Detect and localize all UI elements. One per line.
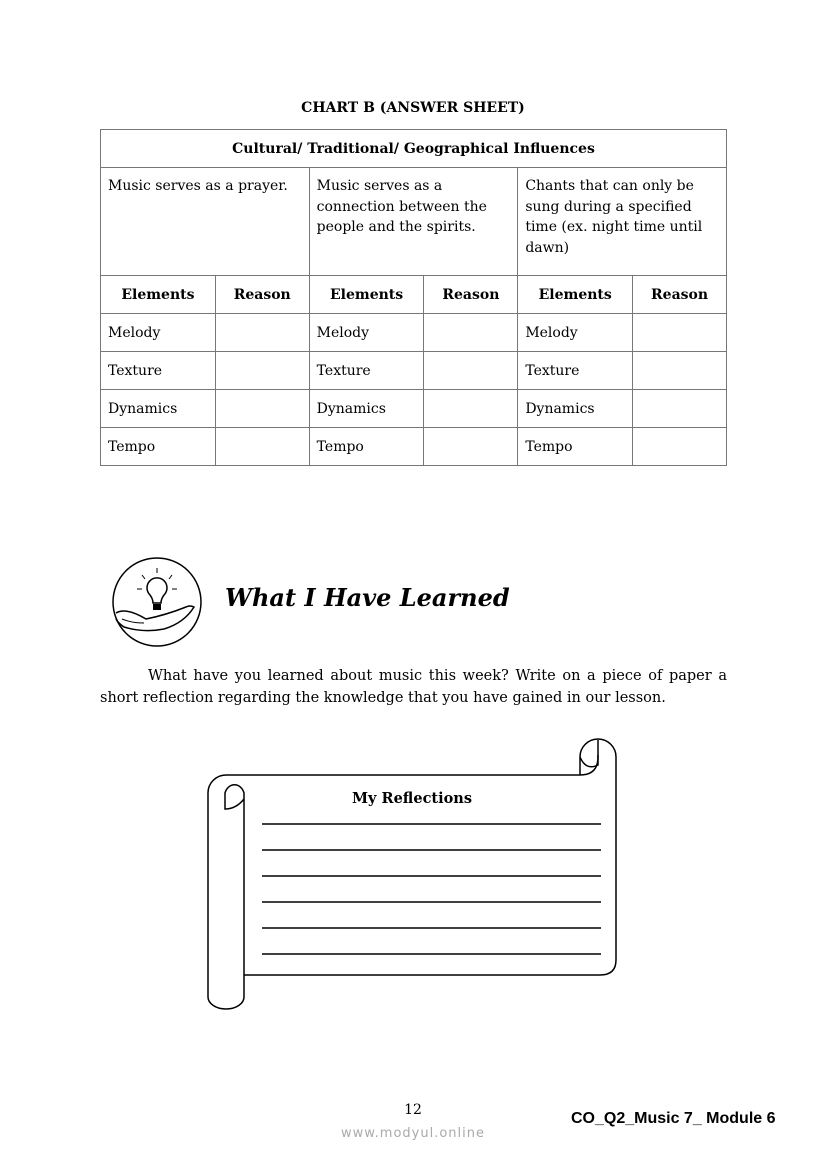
- element-cell: Melody: [518, 314, 633, 352]
- element-cell: Tempo: [518, 428, 633, 466]
- page-number: 12: [404, 1102, 422, 1118]
- reason-cell[interactable]: [424, 390, 518, 428]
- reason-cell[interactable]: [633, 390, 727, 428]
- reflection-scroll: [200, 735, 630, 1015]
- element-cell: Texture: [518, 352, 633, 390]
- element-cell: Tempo: [309, 428, 424, 466]
- element-cell: Melody: [309, 314, 424, 352]
- instructions-paragraph: What have you learned about music this week? Write on a piece of paper a short reflection regarding the knowledge that you have gained in our lesson.: [100, 668, 727, 706]
- reason-cell[interactable]: [215, 352, 309, 390]
- answer-table: [100, 129, 727, 466]
- reason-cell[interactable]: [633, 428, 727, 466]
- reason-cell[interactable]: [424, 428, 518, 466]
- chart-title: CHART B (ANSWER SHEET): [301, 100, 525, 116]
- reflection-title: My Reflections: [352, 790, 472, 807]
- lightbulb-hand-icon: [110, 555, 204, 649]
- description-cell: Music serves as a prayer.: [101, 168, 310, 276]
- column-header: Elements: [101, 276, 216, 314]
- description-cell: Music serves as a connection between the people and the spirits.: [309, 168, 518, 276]
- element-cell: Tempo: [101, 428, 216, 466]
- reason-cell[interactable]: [424, 314, 518, 352]
- table-row: [101, 352, 727, 390]
- reason-cell[interactable]: [215, 428, 309, 466]
- element-cell: Texture: [101, 352, 216, 390]
- reason-cell[interactable]: [215, 390, 309, 428]
- reason-cell[interactable]: [424, 352, 518, 390]
- table-row: [101, 390, 727, 428]
- reason-cell[interactable]: [633, 352, 727, 390]
- watermark: www.modyul.online: [340, 1126, 486, 1141]
- module-code: CO_Q2_Music 7_ Module 6: [571, 1110, 776, 1127]
- column-header: Reason: [633, 276, 727, 314]
- element-cell: Melody: [101, 314, 216, 352]
- column-header: Reason: [215, 276, 309, 314]
- element-cell: Dynamics: [309, 390, 424, 428]
- section-title: What I Have Learned: [225, 583, 510, 612]
- column-header: Elements: [518, 276, 633, 314]
- element-cell: Dynamics: [518, 390, 633, 428]
- description-cell: Chants that can only be sung during a specified time (ex. night time until dawn): [518, 168, 727, 276]
- column-header: Elements: [309, 276, 424, 314]
- element-cell: Dynamics: [101, 390, 216, 428]
- table-row: [101, 428, 727, 466]
- element-cell: Texture: [309, 352, 424, 390]
- table-row: [101, 314, 727, 352]
- reason-cell[interactable]: [633, 314, 727, 352]
- table-header: Cultural/ Traditional/ Geographical Influences: [101, 130, 727, 168]
- reason-cell[interactable]: [215, 314, 309, 352]
- column-header: Reason: [424, 276, 518, 314]
